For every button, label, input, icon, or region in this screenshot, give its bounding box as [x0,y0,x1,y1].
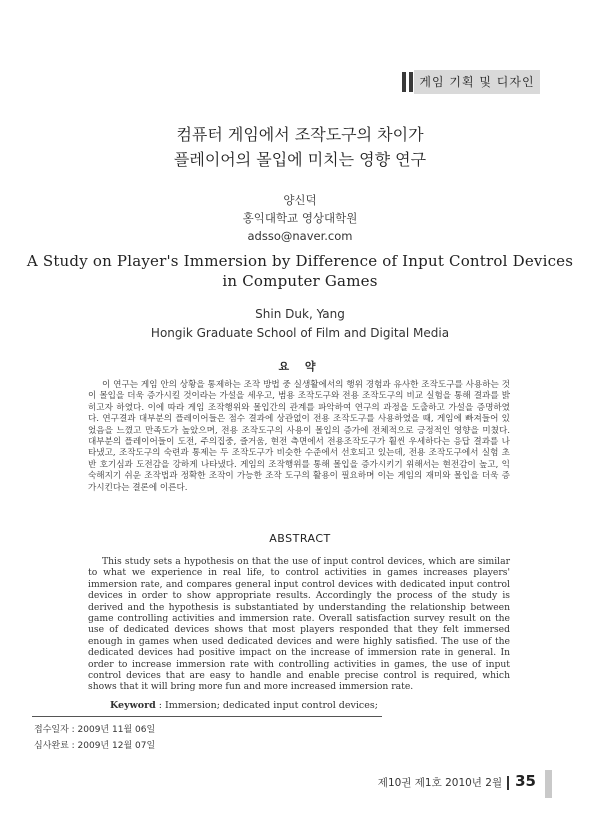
author-affiliation-korean: 홍익대학교 영상대학원 [242,211,358,225]
footnote-divider [32,716,382,717]
received-date: 접수일자 : 2009년 11월 06일 [34,725,156,735]
abstract-english-text: This study sets a hypothesis on that the use of input control devices, which are similar to what we experience in real life, to control activities in games increases players' immersion rate, and compares general input control devices with dedicated input control devices in order to show appropriate results. Accordingly the process of the study is derived and the hypothesis is substantiated by understanding the relationship between game controlling activities and immersion rate. Overall satisfaction survey result on the use of dedicated devices shows that most players responded that they felt immersed enough in games when used dedicated devices and were highly satisfied. The use of the dedicated devices had positive impact on the increase of immersion rate in general. In order to increase immersion rate with controlling activities in games, the use of input control devices that are easy to handle and enable precise control is required, which shows that it will bring more fun and more increased immersion rate. [88,556,510,693]
review-completed-date: 심사완료 : 2009년 12월 07일 [34,741,156,751]
footer-separator [507,776,509,790]
author-block-korean [0,191,600,245]
section-label: 게임 기획 및 디자인 [414,70,540,94]
abstract-korean-text: 이 연구는 게임 안의 상황을 통제하는 조작 방법 중 실생활에서의 행위 경험과 유사한 조작도구를 사용하는 것이 몰입을 더욱 증가시킬 것이라는 가설을 세우고, 범용 조작도구와 전용 조작도구의 비교 실험을 통해 결과를 밝히고자 하였다. 이에 따라 게임 조작행위와 몰입간의 관계를 파악하여 연구의 과정을 도출하고 가설을 증명하였다. 연구결과 대부분의 플레이어들은 점수 결과에 상관없이 전용 조작도구를 사용하였을 때, 게임에 빠져들어 있었음을 느꼈고 만족도가 높았으며, 전용 조작도구의 사용이 몰입의 증가에 전체적으로 긍정적인 영향을 미쳤다. 대부분의 플레이어들이 도전, 주의집중, 즐거움, 현전 측면에서 전용조작도구가 훨씬 우세하다는 응답 결과를 나타냈고, 조작도구의 숙련과 통제는 두 조작도구가 비슷한 수준에서 선호되고 있는데, 전용 조작도구에서 실험 초반 호기심과 도전감을 강하게 나타냈다. 게임의 조작행위를 통해 몰입을 증가시키기 위해서는 현전감이 높고, 익숙해지기 쉬운 조작법과 정확한 조작이 가능한 조작 도구의 활용이 필요하며 이는 게임의 재미와 몰입을 더욱 증가시킨다는 결론에 이른다. [88,380,510,493]
page-footer [378,772,536,790]
title-english-line-1: A Study on Player's Immersion by Difference of Input Control Devices [26,252,574,270]
keywords-label: Keyword [110,700,156,711]
title-korean-line-2: 플레이어의 몰입에 미치는 영향 연구 [173,150,427,169]
issue-info: 제10권 제1호 2010년 2월 [377,777,503,789]
keywords [110,700,378,711]
page-edge-bar [545,770,552,798]
header-bar-2 [409,72,413,92]
keywords-separator: : [155,700,166,711]
abstract-english-heading: ABSTRACT [269,532,331,545]
abstract-korean-heading: 요 약 [278,360,322,373]
page-number: 35 [515,772,536,790]
keywords-value: Immersion; dedicated input control devices; [165,700,378,711]
header-bar-1 [402,72,406,92]
author-name-korean: 양신덕 [283,193,317,207]
title-korean [0,122,600,172]
author-email: adsso@naver.com [247,229,353,243]
author-name-english: Shin Duk, Yang [255,307,345,321]
author-affiliation-english: Hongik Graduate School of Film and Digital Media [150,326,450,340]
author-block-english [0,305,600,343]
title-english [0,251,600,291]
title-korean-line-1: 컴퓨터 게임에서 조작도구의 차이가 [176,125,424,144]
title-english-line-2: in Computer Games [222,272,378,290]
